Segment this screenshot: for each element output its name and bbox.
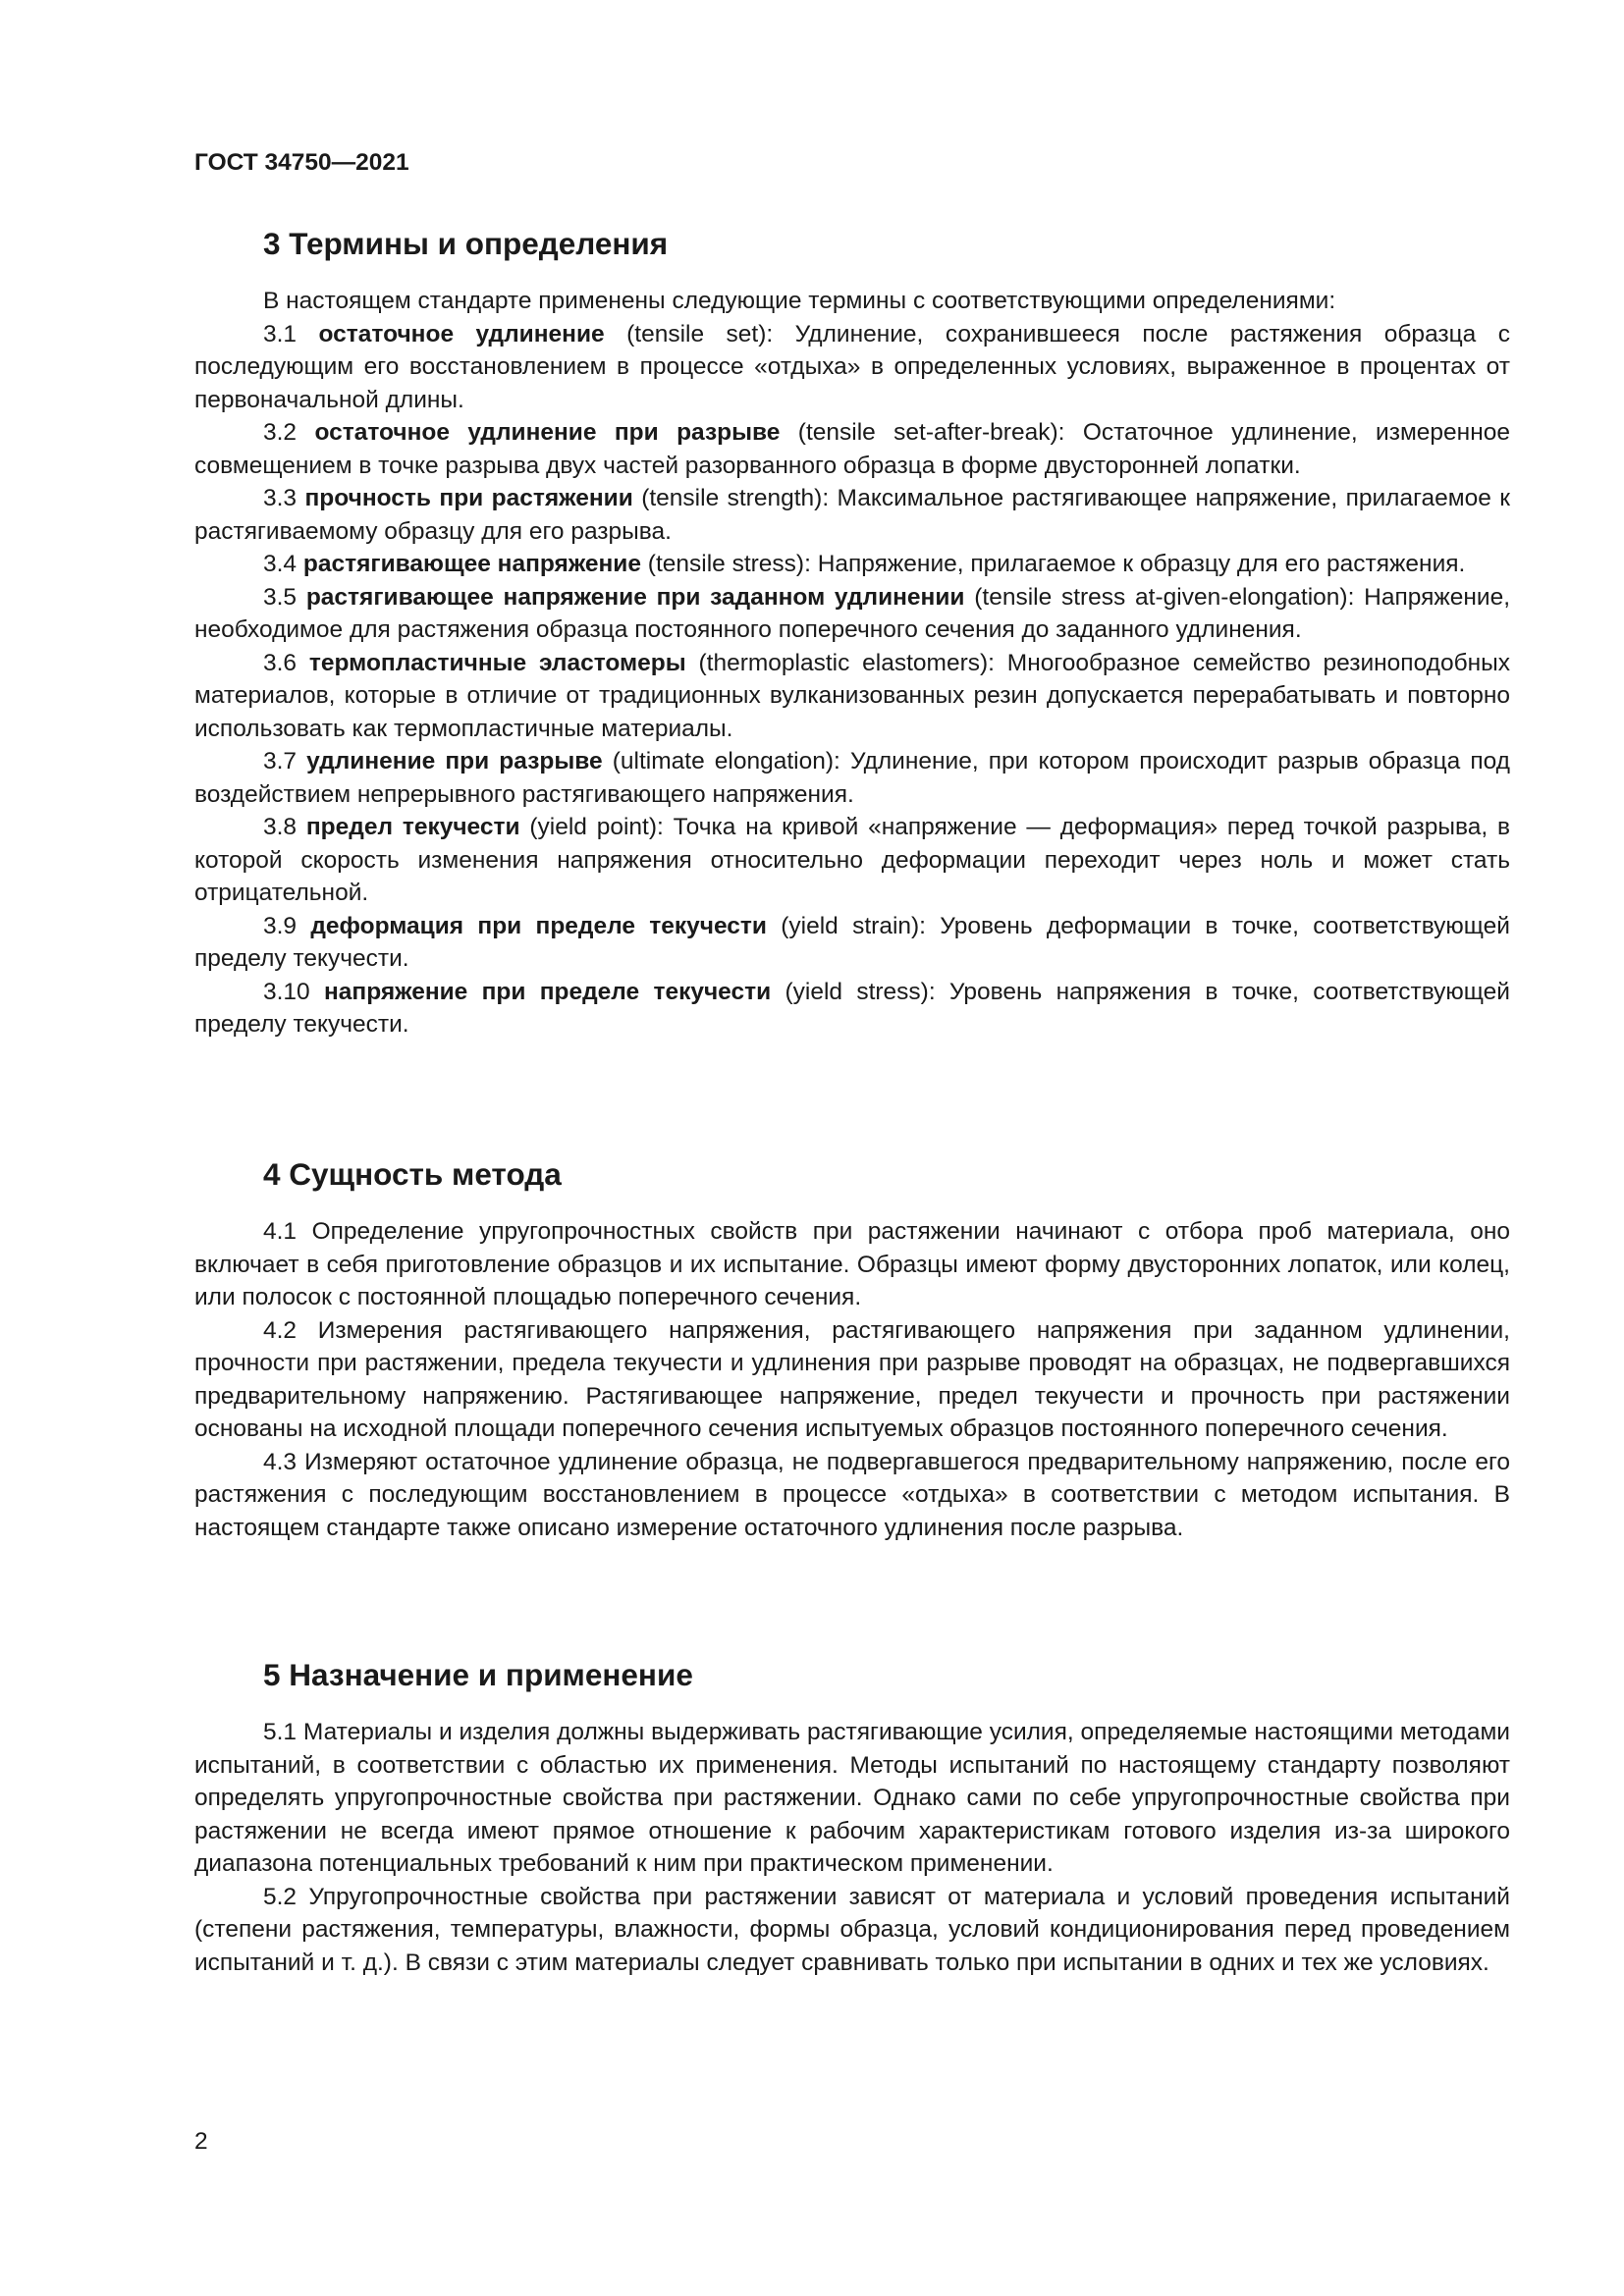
document-code: ГОСТ 34750—2021 bbox=[194, 149, 409, 176]
section-3-title: 3 Термины и определения bbox=[263, 226, 669, 261]
term-3-9: 3.9 деформация при пределе текучести (yield strain): Уровень деформации в точке, соответствующей пределу текучести. bbox=[194, 912, 1510, 972]
paragraph-5-2: 5.2 Упругопрочностные свойства при растяжении зависят от материала и условий проведения испытаний (степени растяжения, температуры, влажности, формы образца, условий кондиционирования перед проведением испытаний и т. д.). В связи с этим материалы следует сравнивать только при испытании в одних и тех же условиях. bbox=[194, 1883, 1510, 1976]
paragraph-4-1: 4.1 Определение упругопрочностных свойств при растяжении начинают с отбора проб материала, оно включает в себя приготовление образцов и их испытание. Образцы имеют форму двусторонних лопаток, или колец, или полосок с постоянной площадью поперечного сечения. bbox=[194, 1218, 1510, 1310]
section-3-intro: В настоящем стандарте применены следующие термины с соответствующими определениями: bbox=[263, 288, 1336, 314]
paragraph-5-1: 5.1 Материалы и изделия должны выдерживать растягивающие усилия, определяемые настоящими методами испытаний, в соответствии с областью их применения. Методы испытаний по настоящему стандарту позволяют определять упругопрочностные свойства при растяжении. Однако сами по себе упругопрочностные свойства при растяжении не всегда имеют прямое отношение к рабочим характеристикам готового изделия из-за широкого диапазона потенциальных требований к ним при практическом применении. bbox=[194, 1719, 1510, 1877]
section-4 bbox=[194, 1154, 1510, 1544]
term-3-7: 3.7 удлинение при разрыве (ultimate elongation): Удлинение, при котором происходит разрыв образца под воздействием непрерывного растягивающего напряжения. bbox=[194, 748, 1510, 808]
term-3-3: 3.3 прочность при растяжении (tensile strength): Максимальное растягивающее напряжение, прилагаемое к растягиваемому образцу для его разрыва. bbox=[194, 485, 1510, 545]
paragraph-4-2: 4.2 Измерения растягивающего напряжения, растягивающего напряжения при заданном удлинении, прочности при растяжении, предела текучести и удлинения при разрыве проводят на образцах, не подвергавшихся предварительному напряжению. Растягивающее напряжение, предел текучести и прочность при растяжении основаны на исходной площади поперечного сечения испытуемых образцов постоянного поперечного сечения. bbox=[194, 1316, 1510, 1442]
term-3-10: 3.10 напряжение при пределе текучести (yield stress): Уровень напряжения в точке, соответствующей пределу текучести. bbox=[194, 978, 1510, 1038]
section-4-title: 4 Сущность метода bbox=[263, 1156, 562, 1192]
term-3-4: 3.4 растягивающее напряжение (tensile stress): Напряжение, прилагаемое к образцу для его растяжения. bbox=[263, 551, 1466, 577]
term-3-8: 3.8 предел текучести (yield point): Точка на кривой «напряжение — деформация» перед точкой разрыва, в которой скорость изменения напряжения относительно деформации переходит через ноль и может стать отрицательной. bbox=[194, 814, 1510, 906]
page-number: 2 bbox=[194, 2128, 208, 2155]
section-5 bbox=[194, 1655, 1510, 1979]
paragraph-4-3: 4.3 Измеряют остаточное удлинение образца, не подвергавшегося предварительному напряжению, после его растяжения с последующим восстановлением в процессе «отдыха» в соответствии с методом испытания. В настоящем стандарте также описано измерение остаточного удлинения после разрыва. bbox=[194, 1448, 1510, 1541]
term-3-1: 3.1 остаточное удлинение (tensile set): Удлинение, сохранившееся после растяжения образца с последующим его восстановлением в процессе «отдыха» в определенных условиях, выраженное в процентах от первоначальной длины. bbox=[194, 320, 1511, 413]
term-3-5: 3.5 растягивающее напряжение при заданном удлинении (tensile stress at-given-elongation): Напряжение, необходимое для растяжения образца постоянного поперечного сечения до заданного удлинения. bbox=[194, 583, 1511, 643]
term-3-6: 3.6 термопластичные эластомеры (thermoplastic elastomers): Многообразное семейство резиноподобных материалов, которые в отличие от традиционных вулканизованных резин допускается перерабатывать и повторно использовать как термопластичные материалы. bbox=[194, 649, 1511, 742]
term-3-2: 3.2 остаточное удлинение при разрыве (tensile set-after-break): Остаточное удлинение, измеренное совмещением в точке разрыва двух частей разорванного образца в форме двусторонней лопатки. bbox=[194, 419, 1510, 479]
section-3 bbox=[194, 224, 1510, 1041]
section-5-title: 5 Назначение и применение bbox=[263, 1657, 693, 1692]
